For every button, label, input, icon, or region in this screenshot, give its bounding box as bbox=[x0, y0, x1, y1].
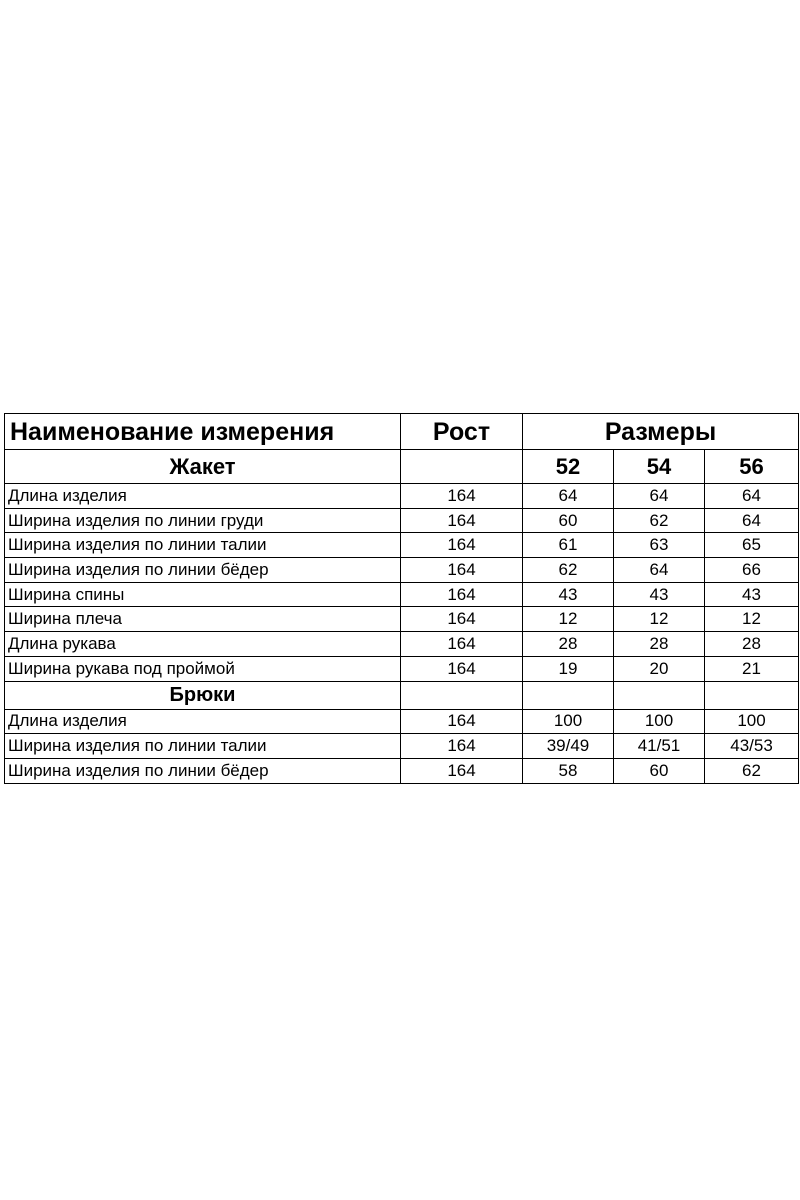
size-value: 64 bbox=[523, 484, 614, 509]
empty-cell bbox=[523, 681, 614, 709]
measurement-name: Ширина изделия по линии груди bbox=[5, 508, 401, 533]
measurement-name: Длина изделия bbox=[5, 484, 401, 509]
measurement-name: Ширина изделия по линии талии bbox=[5, 533, 401, 558]
size-value: 100 bbox=[705, 709, 799, 734]
size-value: 64 bbox=[705, 484, 799, 509]
table-row bbox=[5, 508, 799, 533]
size-value: 100 bbox=[523, 709, 614, 734]
size-label: 56 bbox=[705, 450, 799, 484]
table-row bbox=[5, 632, 799, 657]
size-value: 61 bbox=[523, 533, 614, 558]
section-title: Жакет bbox=[5, 450, 401, 484]
size-value: 43/53 bbox=[705, 734, 799, 759]
size-label: 54 bbox=[614, 450, 705, 484]
measurement-name: Ширина изделия по линии бёдер bbox=[5, 558, 401, 583]
empty-cell bbox=[401, 450, 523, 484]
size-value: 41/51 bbox=[614, 734, 705, 759]
size-value: 43 bbox=[614, 582, 705, 607]
table-row bbox=[5, 558, 799, 583]
size-value: 12 bbox=[705, 607, 799, 632]
size-value: 28 bbox=[614, 632, 705, 657]
measurement-name: Длина рукава bbox=[5, 632, 401, 657]
height-value: 164 bbox=[401, 582, 523, 607]
height-value: 164 bbox=[401, 709, 523, 734]
size-value: 62 bbox=[705, 758, 799, 783]
table-row bbox=[5, 709, 799, 734]
height-value: 164 bbox=[401, 508, 523, 533]
size-table bbox=[4, 413, 799, 784]
size-value: 65 bbox=[705, 533, 799, 558]
measurement-name: Длина изделия bbox=[5, 709, 401, 734]
size-value: 60 bbox=[614, 758, 705, 783]
size-label: 52 bbox=[523, 450, 614, 484]
table-row bbox=[5, 758, 799, 783]
header-row bbox=[5, 414, 799, 450]
header-height: Рост bbox=[401, 414, 523, 450]
table-row bbox=[5, 656, 799, 681]
size-value: 20 bbox=[614, 656, 705, 681]
size-value: 58 bbox=[523, 758, 614, 783]
size-value: 63 bbox=[614, 533, 705, 558]
height-value: 164 bbox=[401, 734, 523, 759]
measurement-name: Ширина рукава под проймой bbox=[5, 656, 401, 681]
measurement-name: Ширина изделия по линии бёдер bbox=[5, 758, 401, 783]
height-value: 164 bbox=[401, 607, 523, 632]
size-value: 28 bbox=[705, 632, 799, 657]
size-value: 12 bbox=[523, 607, 614, 632]
size-value: 60 bbox=[523, 508, 614, 533]
table-row bbox=[5, 484, 799, 509]
header-sizes-title: Размеры bbox=[523, 414, 799, 450]
empty-cell bbox=[705, 681, 799, 709]
size-value: 28 bbox=[523, 632, 614, 657]
height-value: 164 bbox=[401, 558, 523, 583]
height-value: 164 bbox=[401, 484, 523, 509]
size-value: 21 bbox=[705, 656, 799, 681]
size-table-body bbox=[5, 414, 799, 784]
table-row bbox=[5, 607, 799, 632]
size-value: 39/49 bbox=[523, 734, 614, 759]
section-header-row bbox=[5, 450, 799, 484]
section-title: Брюки bbox=[5, 681, 401, 709]
measurement-name: Ширина изделия по линии талии bbox=[5, 734, 401, 759]
section-header-row bbox=[5, 681, 799, 709]
empty-cell bbox=[401, 681, 523, 709]
size-value: 66 bbox=[705, 558, 799, 583]
height-value: 164 bbox=[401, 656, 523, 681]
size-value: 62 bbox=[523, 558, 614, 583]
table-row bbox=[5, 582, 799, 607]
empty-cell bbox=[614, 681, 705, 709]
table-row bbox=[5, 533, 799, 558]
height-value: 164 bbox=[401, 632, 523, 657]
size-value: 100 bbox=[614, 709, 705, 734]
size-value: 64 bbox=[614, 558, 705, 583]
size-value: 62 bbox=[614, 508, 705, 533]
size-value: 12 bbox=[614, 607, 705, 632]
size-value: 43 bbox=[705, 582, 799, 607]
size-value: 64 bbox=[614, 484, 705, 509]
measurement-name: Ширина плеча bbox=[5, 607, 401, 632]
height-value: 164 bbox=[401, 758, 523, 783]
height-value: 164 bbox=[401, 533, 523, 558]
measurement-name: Ширина спины bbox=[5, 582, 401, 607]
header-name: Наименование измерения bbox=[5, 414, 401, 450]
size-value: 43 bbox=[523, 582, 614, 607]
table-row bbox=[5, 734, 799, 759]
size-value: 19 bbox=[523, 656, 614, 681]
size-value: 64 bbox=[705, 508, 799, 533]
